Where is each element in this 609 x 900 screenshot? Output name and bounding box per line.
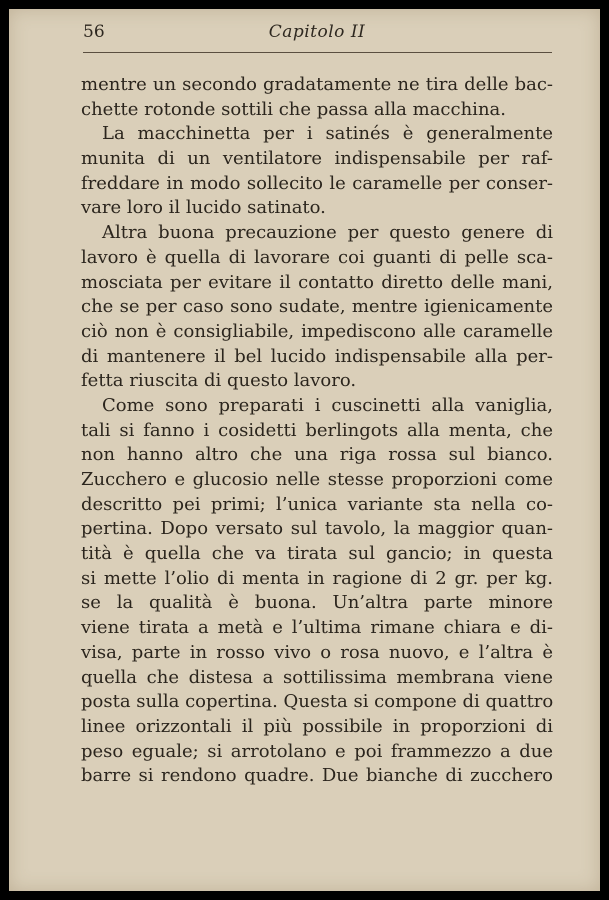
text-line: Come sono preparati i cuscinetti alla vaniglia, [102, 394, 553, 416]
text-line: mentre un secondo gradatamente ne tira delle bac- [81, 74, 553, 95]
text-line: Zucchero e glucosio nelle stesse proporzioni come [81, 469, 553, 490]
text-line: chette rotonde sottili che passa alla macchina. [81, 98, 506, 120]
chapter-title: Capitolo II [268, 22, 366, 42]
text-line: La macchinetta per i satinés è generalmente [102, 123, 553, 145]
text-line: visa, parte in rosso vivo o rosa nuovo, e l’altra è [81, 641, 553, 663]
text-line: tità è quella che va tirata sul gancio; in questa [81, 543, 553, 565]
text-line: Altra buona precauzione per questo genere di [102, 222, 553, 244]
page-number: 56 [83, 22, 105, 42]
text-line: vare loro il lucido satinato. [81, 197, 326, 219]
text-line: che se per caso sono sudate, mentre igienicamente [81, 296, 553, 318]
text-line: descritto pei primi; l’unica variante sta nella co- [81, 493, 553, 515]
text-line: se la qualità è buona. Un’altra parte minore [81, 592, 553, 614]
text-line: lavoro è quella di lavorare coi guanti di pelle sca- [81, 246, 553, 268]
body-text [81, 73, 553, 789]
text-line: linee orizzontali il più possibile in proporzioni di [81, 715, 553, 737]
text-line: viene tirata a metà e l’ultima rimane chiara e di- [81, 617, 553, 639]
text-line: fetta riuscita di questo lavoro. [81, 370, 357, 392]
text-line: posta sulla copertina. Questa si compone di quattro [81, 691, 554, 713]
text-line: barre si rendono quadre. Due bianche di zucchero [81, 765, 553, 787]
header-rule [83, 52, 552, 53]
text-line: quella che distesa a sottilissima membrana viene [81, 666, 553, 688]
running-header [83, 22, 551, 50]
book-page [9, 9, 600, 891]
text-line: si mette l’olio di menta in ragione di 2 gr. per kg. [81, 567, 553, 589]
text-line: mosciata per evitare il contatto diretto delle mani, [81, 271, 553, 293]
text-line: di mantenere il bel lucido indispensabile alla per- [81, 345, 553, 367]
text-line: non hanno altro che una riga rossa sul bianco. [81, 444, 553, 466]
text-line: munita di un ventilatore indispensabile per raf- [81, 148, 553, 170]
text-line: peso eguale; si arrotolano e poi frammezzo a due [81, 740, 553, 762]
text-line: ciò non è consigliabile, impediscono alle caramelle [81, 320, 553, 342]
text-line: tali si fanno i cosidetti berlingots alla menta, che [81, 419, 553, 441]
text-line: pertina. Dopo versato sul tavolo, la maggior quan- [81, 518, 553, 540]
text-line: freddare in modo sollecito le caramelle per conser- [81, 172, 553, 194]
